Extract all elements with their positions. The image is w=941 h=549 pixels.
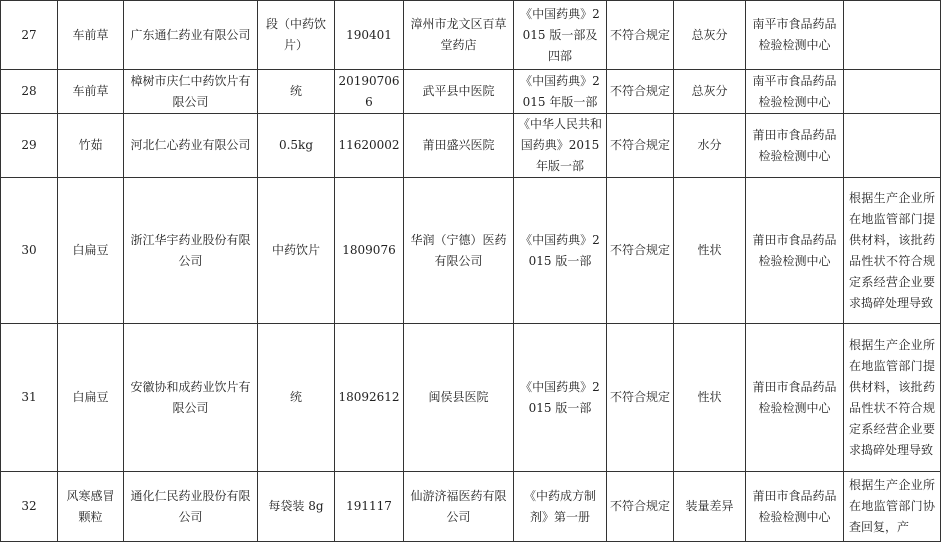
remarks: [844, 70, 941, 114]
nonconforming-item: 水分: [674, 114, 746, 178]
drug-name: 竹茹: [58, 114, 124, 178]
inspection-result: 不符合规定: [607, 1, 674, 70]
specification: 统: [258, 70, 335, 114]
table-row: [1, 178, 941, 324]
nonconforming-item: 总灰分: [674, 70, 746, 114]
row-number: 29: [1, 114, 58, 178]
row-number: 31: [1, 324, 58, 472]
manufacturer: 安徽协和成药业饮片有限公司: [124, 324, 258, 472]
inspection-agency: 莆田市食品药品检验检测中心: [746, 114, 844, 178]
sampled-unit: 武平县中医院: [404, 70, 514, 114]
sampled-unit: 漳州市龙文区百草堂药店: [404, 1, 514, 70]
table-row: [1, 70, 941, 114]
table-row: [1, 324, 941, 472]
remarks: 根据生产企业所在地监管部门协查回复，产: [844, 472, 941, 542]
drug-name: 车前草: [58, 1, 124, 70]
manufacturer: 浙江华宇药业股份有限公司: [124, 178, 258, 324]
nonconforming-item: 装量差异: [674, 472, 746, 542]
table-row: [1, 472, 941, 542]
inspection-agency: 莆田市食品药品检验检测中心: [746, 472, 844, 542]
drug-name: 白扁豆: [58, 178, 124, 324]
manufacturer: 河北仁心药业有限公司: [124, 114, 258, 178]
batch-number: 18092612: [335, 324, 404, 472]
inspection-result: 不符合规定: [607, 472, 674, 542]
nonconforming-item: 性状: [674, 324, 746, 472]
inspection-agency: 南平市食品药品检验检测中心: [746, 70, 844, 114]
inspection-standard: 《中国药典》2015 版一部及四部: [514, 1, 607, 70]
inspection-standard: 《中国药典》2015 年版一部: [514, 70, 607, 114]
remarks: [844, 1, 941, 70]
manufacturer: 樟树市庆仁中药饮片有限公司: [124, 70, 258, 114]
inspection-standard: 《中国药典》2015 版一部: [514, 178, 607, 324]
drug-name: 风寒感冒颗粒: [58, 472, 124, 542]
specification: 统: [258, 324, 335, 472]
remarks: 根据生产企业所在地监管部门提供材料，该批药品性状不符合规定系经营企业要求捣碎处理导致: [844, 324, 941, 472]
sampled-unit: 仙游济福医药有限公司: [404, 472, 514, 542]
inspection-agency: 南平市食品药品检验检测中心: [746, 1, 844, 70]
inspection-result: 不符合规定: [607, 114, 674, 178]
inspection-standard: 《中国药典》2015 版一部: [514, 324, 607, 472]
row-number: 28: [1, 70, 58, 114]
batch-number: 190401: [335, 1, 404, 70]
inspection-standard: 《中药成方制剂》第一册: [514, 472, 607, 542]
row-number: 27: [1, 1, 58, 70]
manufacturer: 广东通仁药业有限公司: [124, 1, 258, 70]
sampled-unit: 闽侯县医院: [404, 324, 514, 472]
row-number: 32: [1, 472, 58, 542]
drug-name: 车前草: [58, 70, 124, 114]
inspection-agency: 莆田市食品药品检验检测中心: [746, 178, 844, 324]
inspection-result: 不符合规定: [607, 324, 674, 472]
specification: 段（中药饮片）: [258, 1, 335, 70]
row-number: 30: [1, 178, 58, 324]
sampled-unit: 莆田盛兴医院: [404, 114, 514, 178]
manufacturer: 通化仁民药业股份有限公司: [124, 472, 258, 542]
sampled-unit: 华润（宁德）医药有限公司: [404, 178, 514, 324]
inspection-agency: 莆田市食品药品检验检测中心: [746, 324, 844, 472]
remarks: [844, 114, 941, 178]
inspection-result: 不符合规定: [607, 70, 674, 114]
inspection-result: 不符合规定: [607, 178, 674, 324]
drug-name: 白扁豆: [58, 324, 124, 472]
specification: 0.5kg: [258, 114, 335, 178]
table-row: [1, 1, 941, 70]
specification: 中药饮片: [258, 178, 335, 324]
inspection-standard: 《中华人民共和国药典》2015 年版一部: [514, 114, 607, 178]
remarks: 根据生产企业所在地监管部门提供材料，该批药品性状不符合规定系经营企业要求捣碎处理导致: [844, 178, 941, 324]
nonconforming-item: 总灰分: [674, 1, 746, 70]
specification: 每袋装 8g: [258, 472, 335, 542]
batch-number: 201907066: [335, 70, 404, 114]
batch-number: 1809076: [335, 178, 404, 324]
nonconforming-item: 性状: [674, 178, 746, 324]
table-row: [1, 114, 941, 178]
batch-number: 11620002: [335, 114, 404, 178]
batch-number: 191117: [335, 472, 404, 542]
